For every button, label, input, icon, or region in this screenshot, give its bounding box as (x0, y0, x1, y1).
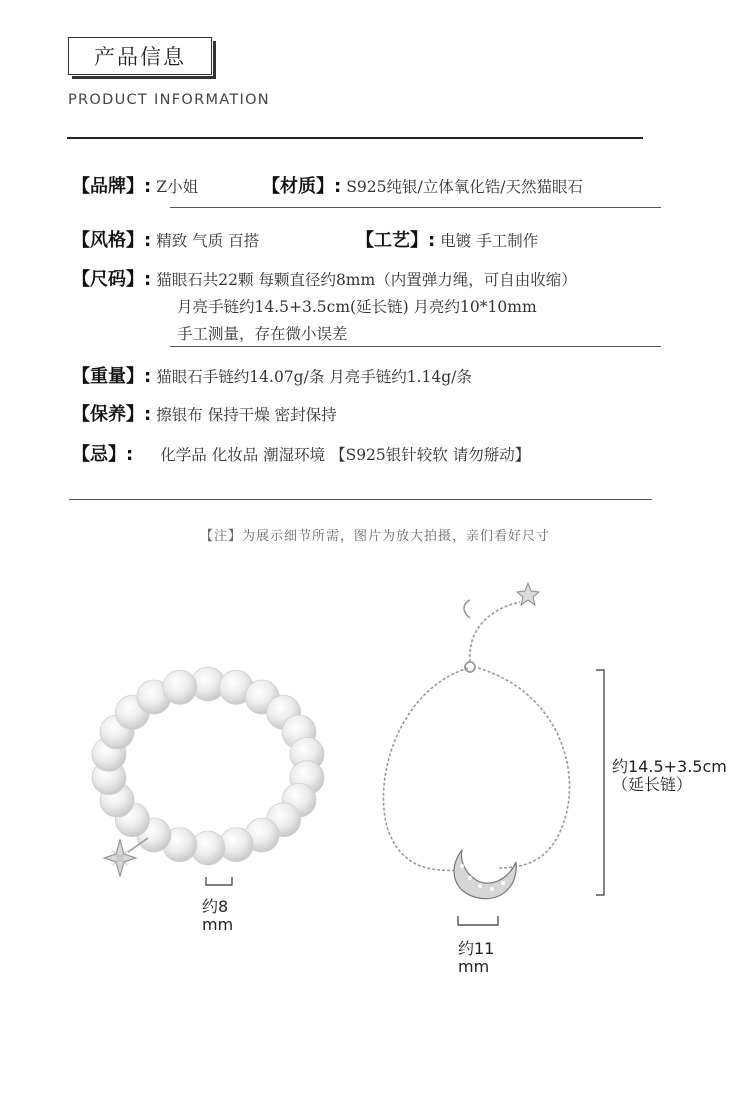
moon-size-line-1: 约11 (458, 939, 495, 958)
style-value: 精致 气质 百搭 (156, 232, 260, 250)
chain-star-icon (517, 583, 539, 605)
length-line-2: （延长链） (612, 775, 693, 794)
length-label (612, 758, 746, 794)
craft-key: 【工艺】: (356, 230, 436, 251)
page-subtitle: PRODUCT INFORMATION (68, 92, 270, 108)
craft-value: 电镀 手工制作 (440, 232, 539, 250)
moon-chain-bracelet (383, 583, 569, 899)
size-line-2: 月亮手链约14.5+3.5cm(延长链) 月亮约10*10mm (177, 298, 537, 316)
material-value: S925纯银/立体氧化锆/天然猫眼石 (346, 178, 583, 196)
brand-key: 【品牌】: (72, 176, 152, 197)
moon-size-label (458, 940, 508, 976)
bead-size-label (202, 898, 242, 934)
moon-pendant-icon (454, 850, 516, 899)
avoid-value: 化学品 化妆品 潮湿环境 【S925银针较软 请勿掰动】 (160, 446, 531, 464)
page-title: 产品信息 (94, 45, 186, 69)
size-line-3: 手工测量，存在微小误差 (177, 325, 348, 343)
length-bracket (596, 670, 604, 895)
star-charm-icon (104, 840, 136, 876)
cat-eye-bracelet (92, 667, 324, 876)
brand-value: Z小姐 (156, 178, 199, 196)
size-key: 【尺码】: (72, 269, 152, 290)
bead-size-line-2: mm (202, 915, 234, 934)
material-key: 【材质】: (262, 176, 342, 197)
avoid-key: 【忌】: (72, 444, 134, 465)
length-line-1: 约14.5+3.5cm (612, 757, 727, 776)
style-key: 【风格】: (72, 230, 152, 251)
bead-size-bracket (206, 877, 232, 885)
bead (163, 670, 197, 704)
size-line-1: 猫眼石共22颗 每颗直径约8mm（内置弹力绳，可自由收缩） (156, 271, 577, 289)
note-text: 【注】为展示细节所需，图片为放大拍摄，亲们看好尺寸 (199, 529, 550, 544)
care-value: 擦银布 保持干燥 密封保持 (156, 406, 337, 424)
weight-value: 猫眼石手链约14.07g/条 月亮手链约1.14g/条 (156, 368, 472, 386)
bead-ring (92, 667, 324, 865)
bead-size-line-1: 约8 (202, 897, 229, 916)
moon-size-line-2: mm (458, 957, 490, 976)
weight-key: 【重量】: (72, 366, 152, 387)
care-key: 【保养】: (72, 404, 152, 425)
moon-size-bracket (458, 916, 498, 925)
